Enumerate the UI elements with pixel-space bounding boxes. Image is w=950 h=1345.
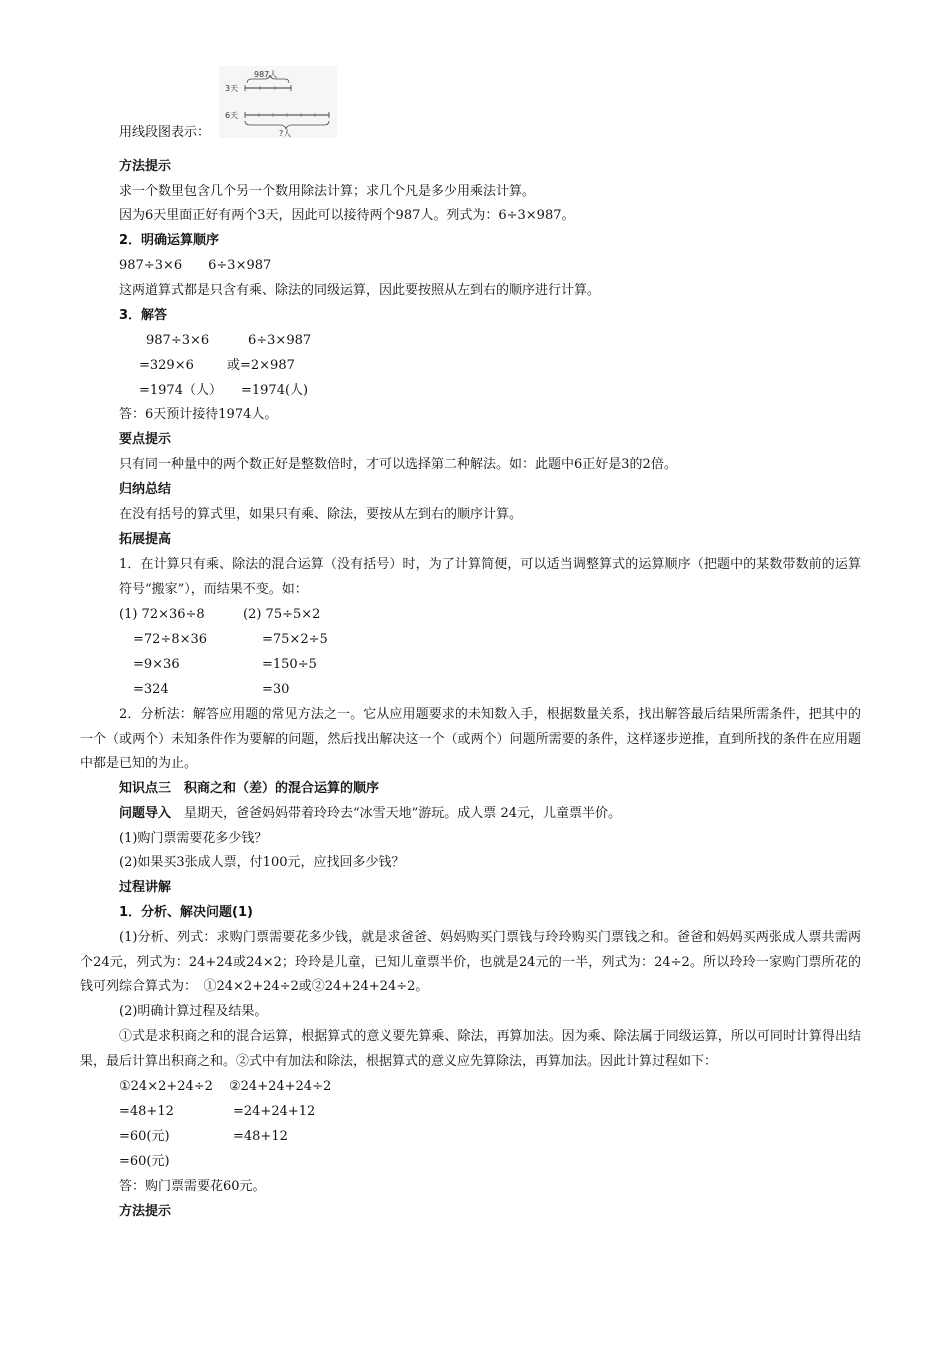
ext-calc-2-line-2: =75×2÷5: [262, 632, 328, 647]
process-paragraph-2: (2)明确计算过程及结果。: [119, 1004, 268, 1019]
calc-1-line-3: =1974（人）: [139, 383, 222, 398]
ext-calc-2-line-4: =30: [262, 682, 290, 697]
ext-calc-2-line-3: =150÷5: [262, 657, 317, 672]
process-paragraph-1: (1)分析、列式：求购门票需要花多少钱，就是求爸爸、妈妈购买门票钱与玲玲购买门票钱之和。爸爸和妈妈买两张成人票共需两个24元，列式为：24+24或24×2；玲玲是儿童，已知儿童票半价，也就是24元的一半，列式为：24÷2。所以玲玲一家购门票所花的钱可列综合算式为： ①24×2+24÷2或②24+24+24÷2。: [80, 930, 861, 994]
method-line-2: 因为6天里面正好有两个3天，因此可以接待两个987人。列式为：6÷3×987。: [119, 208, 575, 223]
question-1: (1)购门票需要花多少钱？: [119, 831, 268, 846]
section-2-line-2: 这两道算式都是只含有乘、除法的同级运算，因此要按照从左到右的顺序进行计算。: [119, 283, 601, 298]
final-calc-2-line-3: =48+12: [233, 1129, 288, 1144]
final-calc-1-line-3: =60(元): [119, 1129, 170, 1144]
process-step-1-title: 1．分析、解决问题(1): [119, 905, 253, 920]
question-intro-text: 星期天，爸爸妈妈带着玲玲去“冰雪天地”游玩。成人票 24元，儿童票半价。: [171, 806, 621, 821]
process-title: 过程讲解: [119, 880, 172, 895]
question-intro-label: 问题导入: [119, 806, 172, 821]
ext-calc-1-line-1: (1) 72×36÷8: [119, 607, 205, 622]
process-paragraph-3: ①式是求积商之和的混合运算，根据算式的意义要先算乘、除法，再算加法。因为乘、除法属于同级运算，所以可同时计算得出结果，最后计算出积商之和。②式中有加法和除法，根据算式的意义应先算除法，再算加法。因此计算过程如下：: [80, 1029, 861, 1069]
final-calc-1-line-1: ①24×2+24÷2: [119, 1079, 213, 1094]
extension-title: 拓展提高: [119, 532, 172, 547]
extension-paragraph-2: 2．分析法：解答应用题的常见方法之一。它从应用题要求的未知数入手，根据数量关系，找出解答最后结果所需条件，把其中的一个（或两个）未知条件作为要解的问题，然后找出解决这一个（或两个）问题所需要的条件，这样逐步逆推，直到所找的条件在应用题中都是已知的为止。: [80, 707, 861, 771]
answer-1: 答：6天预计接待1974人。: [119, 407, 278, 422]
ext-calc-2-line-1: (2) 75÷5×2: [243, 607, 321, 622]
section-3-title: 3．解答: [119, 308, 168, 323]
question-intro: [119, 802, 621, 826]
ext-calc-1-line-4: =324: [133, 682, 169, 697]
ext-calc-1-line-2: =72÷8×36: [133, 632, 208, 647]
calc-2-line-1: 6÷3×987: [248, 333, 312, 348]
diagram-label-unknown: ?人: [279, 129, 292, 138]
method-2-title: 方法提示: [119, 1204, 172, 1219]
section-2-title: 2．明确运算顺序: [119, 233, 220, 248]
summary-text: 在没有括号的算式里，如果只有乘、除法，要按从左到右的顺序计算。: [119, 507, 523, 522]
line-segment-diagram: [219, 66, 337, 138]
section-2-line-1: 987÷3×6 6÷3×987: [119, 258, 272, 273]
knowledge-point-3-title: 知识点三 积商之和（差）的混合运算的顺序: [119, 781, 380, 796]
key-points-title: 要点提示: [119, 432, 172, 447]
final-calc-1-line-4: =60(元): [119, 1154, 170, 1169]
diagram-label-987: 987人: [254, 70, 278, 79]
answer-2: 答：购门票需要花60元。: [119, 1179, 266, 1194]
question-2: (2)如果买3张成人票，付100元，应找回多少钱？: [119, 855, 405, 870]
final-calc-1-line-2: =48+12: [119, 1104, 174, 1119]
diagram-label-6days: 6天: [225, 111, 239, 120]
method-line-1: 求一个数里包含几个另一个数用除法计算；求几个凡是多少用乘法计算。: [119, 184, 536, 199]
ext-calc-1-line-3: =9×36: [133, 657, 180, 672]
summary-title: 归纳总结: [119, 482, 172, 497]
key-points-text: 只有同一种量中的两个数正好是整数倍时，才可以选择第二种解法。如：此题中6正好是3的2倍。: [119, 457, 677, 472]
method-title: 方法提示: [119, 159, 172, 174]
extension-paragraph-1: 1．在计算只有乘、除法的混合运算（没有括号）时，为了计算简便，可以适当调整算式的运算顺序（把题中的某数带数前的运算符号“搬家”），而结果不变。如：: [119, 557, 861, 597]
intro-text: 用线段图表示：: [119, 125, 211, 140]
calc-2-line-3: =1974(人): [241, 383, 309, 398]
diagram-label-3days: 3天: [225, 84, 239, 93]
calc-1-line-1: 987÷3×6: [146, 333, 210, 348]
calc-1-line-2: =329×6: [139, 358, 194, 373]
final-calc-2-line-2: =24+24+12: [233, 1104, 316, 1119]
final-calc-2-line-1: ②24+24+24÷2: [229, 1079, 332, 1094]
calc-2-line-2: 或=2×987: [227, 358, 295, 373]
